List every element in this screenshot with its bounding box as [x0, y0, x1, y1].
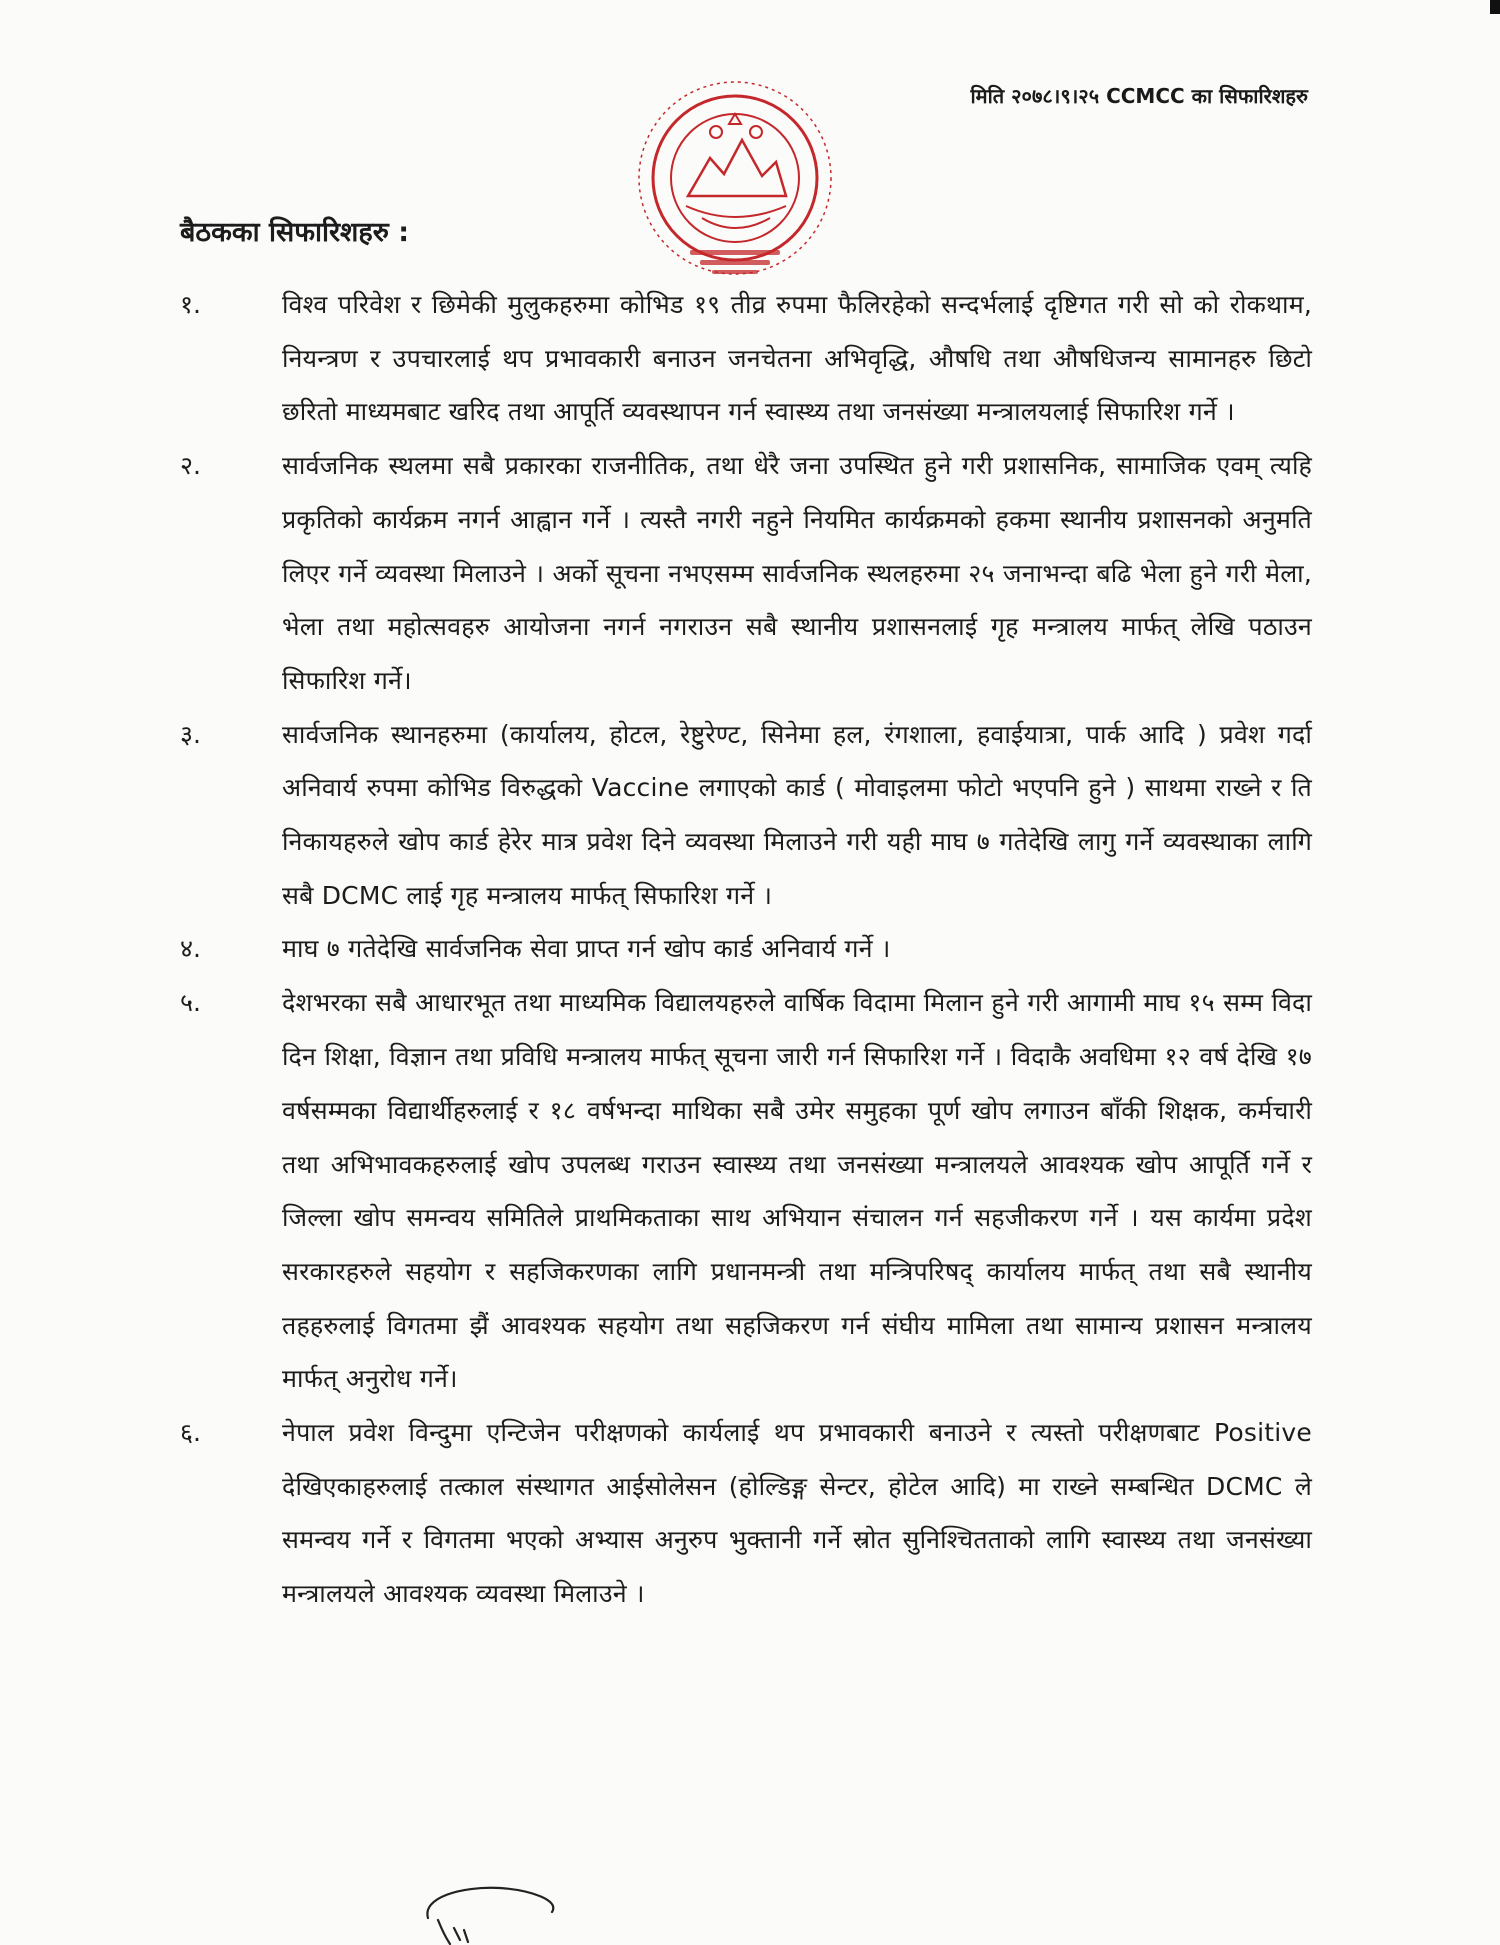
date-reference: मिति २०७८।९।२५ CCMCC का सिफारिशहरु: [970, 84, 1308, 108]
handwritten-signature-icon: [420, 1878, 570, 1945]
item-text: नेपाल प्रवेश विन्दुमा एन्टिजेन परीक्षणको कार्यलाई थप प्रभावकारी बनाउने र त्यस्तो परीक्षणबाट Positive देखिएकाहरुलाई तत्काल संस्थागत आईसोलेसन (होल्डिङ्ग सेन्टर, होटेल आदि) मा राख्ने सम्बन्धित DCMC ले समन्वय गर्ने र विगतमा भएको अभ्यास अनुरुप भुक्तानी गर्ने स्रोत सुनिश्चितताको लागि स्वास्थ्य तथा जनसंख्या मन्त्रालयले आवश्यक व्यवस्था मिलाउने ।: [282, 1418, 1312, 1609]
item-number: ३.: [180, 719, 201, 749]
recommendation-item-2: [180, 439, 1312, 708]
section-heading: बैठकका सिफारिशहरु :: [180, 217, 410, 248]
item-number: १.: [180, 290, 201, 319]
government-seal-icon: [630, 78, 840, 288]
item-text: देशभरका सबै आधारभूत तथा माध्यमिक विद्यालयहरुले वार्षिक विदामा मिलान हुने गरी आगामी माघ १५ सम्म विदा दिन शिक्षा, विज्ञान तथा प्रविधि मन्त्रालय मार्फत् सूचना जारी गर्न सिफारिश गर्ने । विदाकै अवधिमा १२ वर्ष देखि १७ वर्षसम्मका विद्यार्थीहरुलाई र १८ वर्षभन्दा माथिका सबै उमेर समुहका पूर्ण खोप लगाउन बाँकी शिक्षक, कर्मचारी तथा अभिभावकहरुलाई खोप उपलब्ध गराउन स्वास्थ्य तथा जनसंख्या मन्त्रालयले आवश्यक खोप आपूर्ति गर्ने र जिल्ला खोप समन्वय समितिले प्राथमिकताका साथ अभियान संचालन गर्न सहजीकरण गर्ने । यस कार्यमा प्रदेश सरकारहरुले सहयोग र सहजिकरणका लागि प्रधानमन्त्री तथा मन्त्रिपरिषद् कार्यालय मार्फत् तथा सबै स्थानीय तहहरुलाई विगतमा झैं आवश्यक सहयोग तथा सहजिकरण गर्न संघीय मामिला तथा सामान्य प्रशासन मन्त्रालय मार्फत् अनुरोध गर्ने।: [282, 988, 1312, 1394]
recommendation-item-3: [180, 708, 1312, 923]
item-number: ४.: [180, 934, 201, 964]
recommendation-item-6: [180, 1406, 1312, 1621]
item-text: सार्वजनिक स्थानहरुमा (कार्यालय, होटल, रेष्टुरेण्ट, सिनेमा हल, रंगशाला, हवाईयात्रा, पार्क आदि ) प्रवेश गर्दा अनिवार्य रुपमा कोभिड विरुद्धको Vaccine लगाएको कार्ड ( मोवाइलमा फोटो भएपनि हुने ) साथमा राख्ने र ति निकायहरुले खोप कार्ड हेरेर मात्र प्रवेश दिने व्यवस्था मिलाउने गरी यही माघ ७ गतेदेखि लागु गर्ने व्यवस्थाका लागि सबै DCMC लाई गृह मन्त्रालय मार्फत् सिफारिश गर्ने ।: [282, 719, 1312, 910]
item-number: ६.: [180, 1418, 201, 1448]
item-number: २.: [180, 451, 201, 481]
recommendation-item-5: [180, 976, 1312, 1406]
recommendation-item-4: [180, 922, 1312, 976]
item-text: सार्वजनिक स्थलमा सबै प्रकारका राजनीतिक, तथा धेरै जना उपस्थित हुने गरी प्रशासनिक, सामाजिक एवम् त्यहि प्रकृतिको कार्यक्रम नगर्न आह्वान गर्ने । त्यस्तै नगरी नहुने नियमित कार्यक्रमको हकमा स्थानीय प्रशासनको अनुमति लिएर गर्ने व्यवस्था मिलाउने । अर्को सूचना नभएसम्म सार्वजनिक स्थलहरुमा २५ जनाभन्दा बढि भेला हुने गरी मेला, भेला तथा महोत्सवहरु आयोजना नगर्न नगराउन सबै स्थानीय प्रशासनलाई गृह मन्त्रालय मार्फत् लेखि पठाउन सिफारिश गर्ने।: [282, 451, 1312, 695]
recommendation-item-1: [180, 278, 1312, 439]
recommendation-list: [180, 278, 1312, 1621]
item-text: माघ ७ गतेदेखि सार्वजनिक सेवा प्राप्त गर्न खोप कार्ड अनिवार्य गर्ने ।: [282, 934, 891, 964]
item-text: विश्व परिवेश र छिमेकी मुलुकहरुमा कोभिड १९ तीव्र रुपमा फैलिरहेको सन्दर्भलाई दृष्टिगत गरी सो को रोकथाम, नियन्त्रण र उपचारलाई थप प्रभावकारी बनाउन जनचेतना अभिवृद्धि, औषधि तथा औषधिजन्य सामानहरु छिटो छरितो माध्यमबाट खरिद तथा आपूर्ति व्यवस्थापन गर्न स्वास्थ्य तथा जनसंख्या मन्त्रालयलाई सिफारिश गर्ने ।: [282, 290, 1312, 427]
scan-edge-mark: [1490, 0, 1500, 14]
item-number: ५.: [180, 988, 201, 1018]
